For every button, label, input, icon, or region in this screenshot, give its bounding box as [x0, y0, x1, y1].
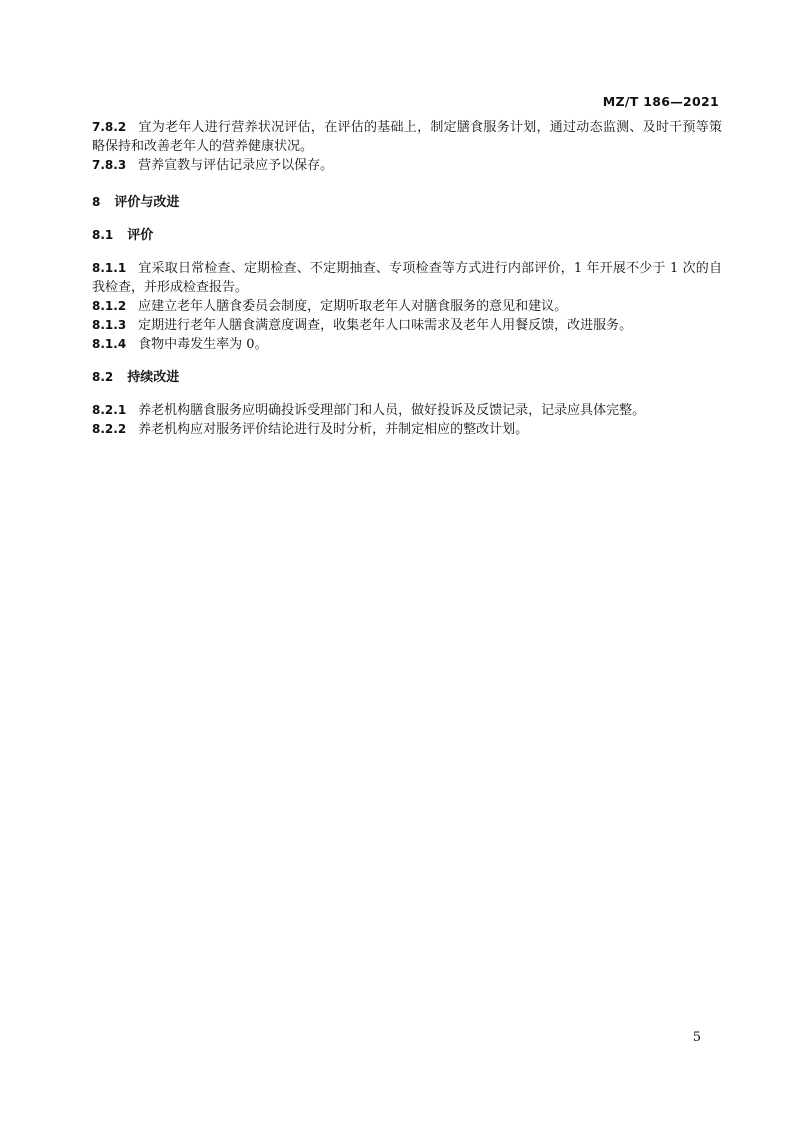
clause-number: 8.2.1 [92, 403, 127, 417]
clause-text: 养老机构膳食服务应明确投诉受理部门和人员，做好投诉及反馈记录，记录应具体完整。 [138, 403, 646, 418]
clause-8-2-1 [92, 401, 722, 420]
section-number: 8 [92, 195, 101, 209]
section-title: 评价 [127, 228, 154, 243]
clause-8-1-4 [92, 335, 722, 354]
clause-number: 8.1.1 [92, 261, 127, 275]
clause-number: 7.8.2 [92, 120, 127, 134]
section-title: 持续改进 [127, 370, 180, 385]
section-8-2-heading [92, 368, 722, 387]
clause-number: 8.1.2 [92, 299, 127, 313]
clause-text: 应建立老年人膳食委员会制度，定期听取老年人对膳食服务的意见和建议。 [138, 299, 568, 314]
clause-text: 养老机构应对服务评价结论进行及时分析，并制定相应的整改计划。 [138, 422, 529, 437]
standard-code: MZ/T 186—2021 [602, 94, 719, 109]
clause-text: 宜为老年人进行营养状况评估，在评估的基础上，制定膳食服务计划，通过动态监测、及时干预等策略保持和改善老年人的营养健康状况。 [92, 120, 722, 154]
clause-text: 定期进行老年人膳食满意度调查，收集老年人口味需求及老年人用餐反馈，改进服务。 [138, 318, 633, 333]
clause-text: 宜采取日常检查、定期检查、不定期抽查、专项检查等方式进行内部评价，1 年开展不少于 1 次的自我检查，并形成检查报告。 [92, 261, 722, 295]
section-8-1-heading [92, 226, 722, 245]
clause-8-1-2 [92, 297, 722, 316]
clause-text: 食物中毒发生率为 0。 [138, 337, 268, 352]
clause-8-1-1 [92, 259, 722, 297]
page-number: 5 [692, 1030, 701, 1045]
section-number: 8.2 [92, 370, 114, 384]
document-body [92, 118, 722, 439]
clause-8-1-3 [92, 316, 722, 335]
clause-number: 8.2.2 [92, 422, 127, 436]
clause-7-8-3 [92, 156, 722, 175]
clause-8-2-2 [92, 420, 722, 439]
clause-number: 8.1.4 [92, 337, 127, 351]
clause-number: 7.8.3 [92, 158, 127, 172]
clause-number: 8.1.3 [92, 318, 127, 332]
section-8-heading [92, 193, 722, 212]
section-number: 8.1 [92, 228, 114, 242]
clause-7-8-2 [92, 118, 722, 156]
section-title: 评价与改进 [114, 195, 180, 210]
clause-text: 营养宣教与评估记录应予以保存。 [138, 158, 334, 173]
